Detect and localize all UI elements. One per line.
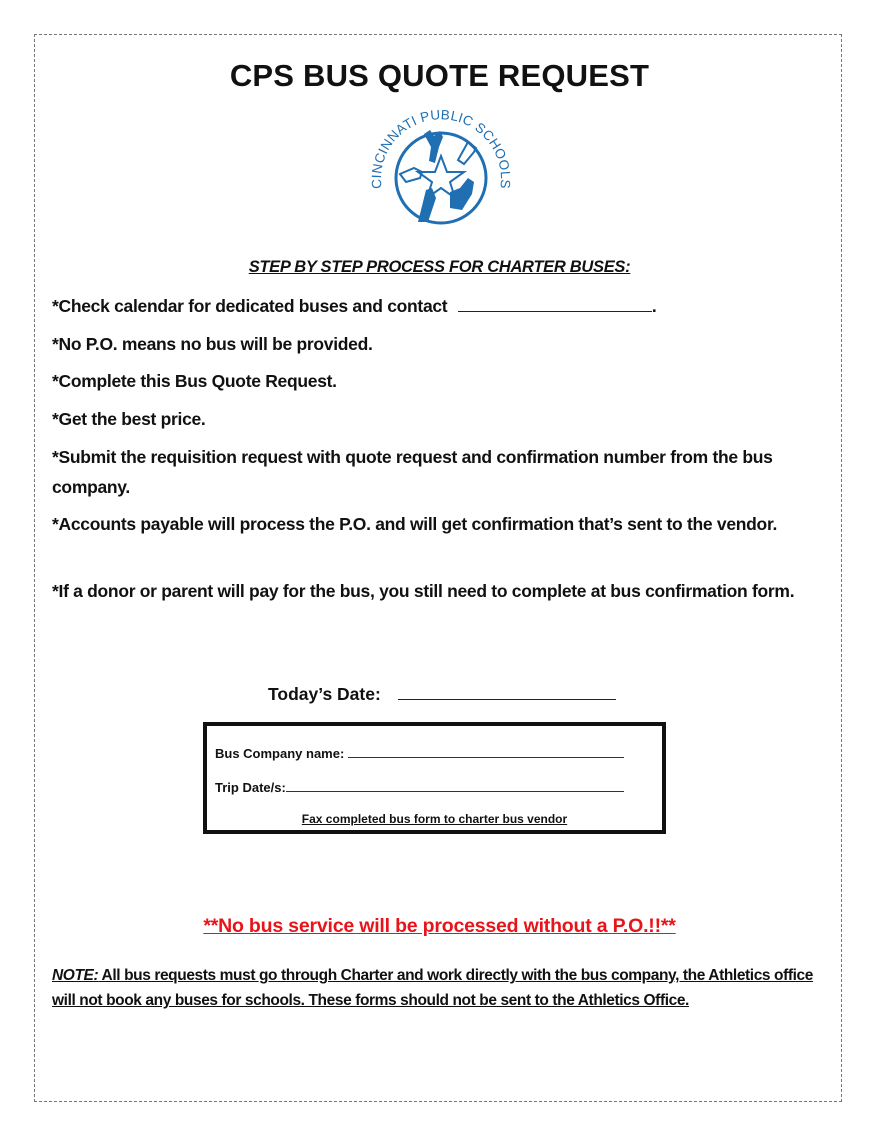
step-text: *Check calendar for dedicated buses and contact [52, 296, 448, 316]
note-paragraph [52, 963, 832, 1013]
note-text: All bus requests must go through Charter and work directly with the bus company, the Athletics office will not book any buses for schools. These forms should not be sent to the Athletics Office. [52, 967, 813, 1009]
bus-info-box [203, 722, 666, 834]
trip-dates-label: Trip Date/s: [215, 780, 286, 795]
step-suffix: . [651, 296, 657, 316]
logo-text: CINCINNATI PUBLIC SCHOOLS [368, 107, 514, 190]
step-item: *Submit the requisition request with quote request and confirmation number from the bus company. [52, 447, 773, 497]
note-label: NOTE: [52, 967, 99, 984]
todays-date-field[interactable] [398, 685, 616, 700]
todays-date-label: Today’s Date: [268, 684, 381, 704]
contact-blank[interactable] [458, 297, 652, 312]
page-title: CPS BUS QUOTE REQUEST [229, 58, 650, 93]
steps-heading: STEP BY STEP PROCESS FOR CHARTER BUSES: [248, 258, 631, 276]
step-item: *If a donor or parent will pay for the bus, you still need to complete at bus confirmation form. [52, 581, 795, 601]
fax-instruction: Fax completed bus form to charter bus vendor [301, 812, 568, 826]
trip-dates-field[interactable] [286, 781, 624, 792]
po-warning: **No bus service will be processed without a P.O.!!** [203, 915, 676, 937]
step-item [52, 291, 827, 321]
bus-company-field[interactable] [348, 747, 624, 758]
step-item: *Complete this Bus Quote Request. [52, 371, 337, 391]
step-item: *Get the best price. [52, 409, 206, 429]
trip-dates-row [215, 780, 624, 795]
cincinnati-public-schools-logo [366, 106, 516, 234]
todays-date-row [268, 684, 616, 705]
bus-company-row [215, 746, 624, 761]
bus-company-label: Bus Company name: [215, 746, 345, 761]
step-item: *Accounts payable will process the P.O. and will get confirmation that’s sent to the vendor. [52, 514, 778, 534]
step-item: *No P.O. means no bus will be provided. [52, 334, 373, 354]
